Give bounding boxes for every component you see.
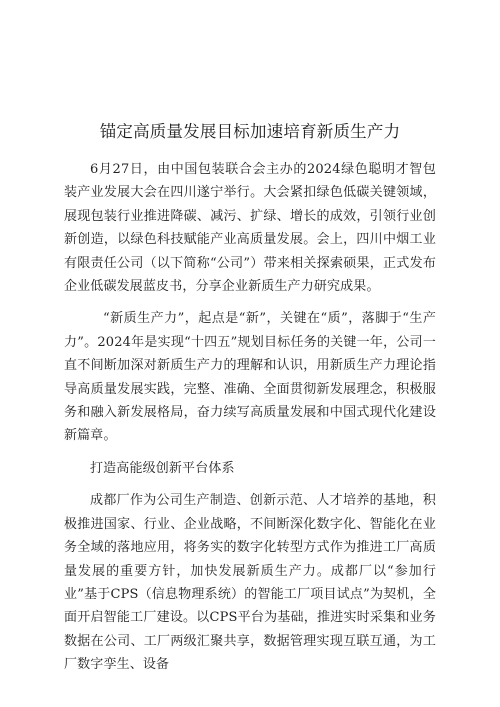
article-title: 锚定高质量发展目标加速培育新质生产力 [99, 122, 401, 141]
paragraph-2: “新质生产力”，起点是“新”，关键在“质”，落脚于“生产力”。2024年是实现“十四五”规划目标任务的关键一年，公司一直不间断加深对新质生产力的理解和认识，用新质生产力理论指导高质量发展实践，完整、准确、全面贯彻新发展理念，积极服务和融入新发展格局，奋力续写高质量发展和中国式现代化建设新篇章。 [64, 311, 436, 444]
section-subheading: 打造高能级创新平台体系 [90, 460, 235, 476]
paragraph-1: 6月27日，由中国包装联合会主办的2024绿色聪明才智包装产业发展大会在四川遂宁举行。大会紧扣绿色低碳关键领域，展现包装行业推进降碳、减污、扩绿、增长的成效，引领行业创新创造，以绿色科技赋能产业高质量发展。会上，四川中烟工业有限责任公司（以下简称“公司”）带来相关探索硕果，正式发布企业低碳发展蓝皮书，分享企业新质生产力研究成果。 [64, 162, 436, 295]
paragraph-3: 成都厂作为公司生产制造、创新示范、人才培养的基地，积极推进国家、行业、企业战略，不间断深化数字化、智能化在业务全域的落地应用，将务实的数字化转型方式作为推进工厂高质量发展的重要方针，加快发展新质生产力。成都厂以“参加行业”基于CPS（信息物理系统）的智能工厂项目试点”为契机，全面开启智能工厂建设。以CPS平台为基础，推进实时采集和业务数据在公司、工厂两级汇聚共享，数据管理实现互联互通，为工厂数字孪生、设备 [64, 493, 436, 673]
